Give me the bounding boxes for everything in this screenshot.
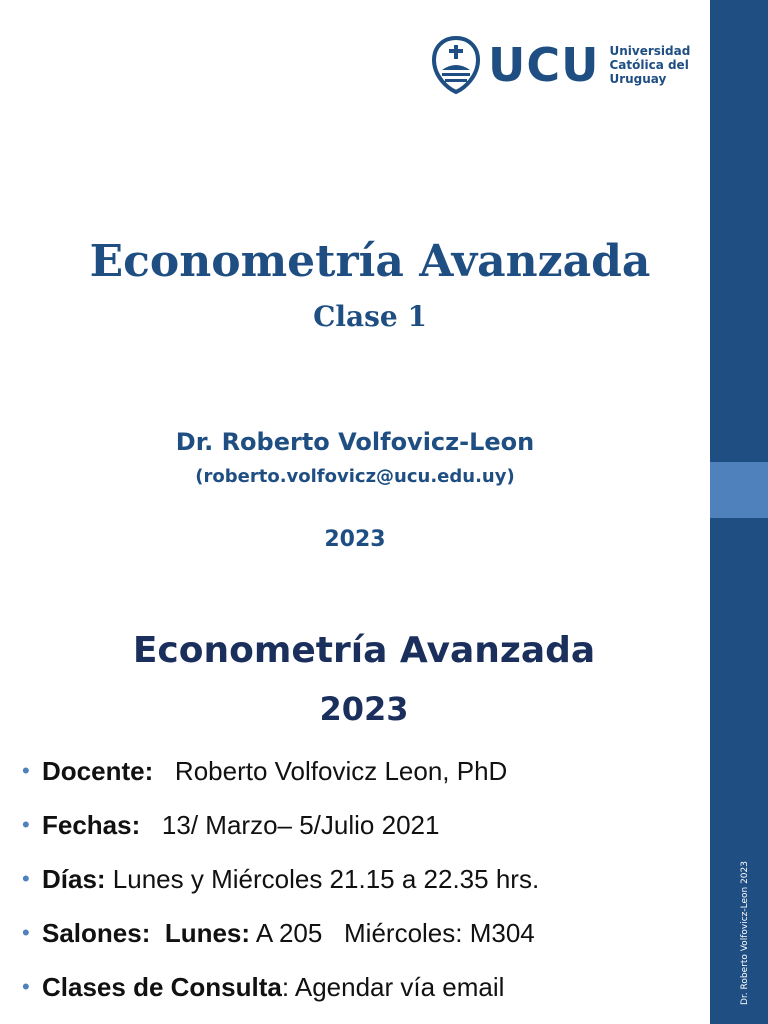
- logo-name-line: Universidad: [609, 44, 691, 58]
- logo-name-line: Uruguay: [609, 72, 667, 86]
- item-value: : Agendar vía email: [281, 971, 505, 1002]
- list-item: [22, 798, 702, 852]
- item-label: Docente:: [42, 755, 154, 786]
- side-footer-text: Dr. Roberto Volfovicz-Leon 2023: [740, 861, 750, 1005]
- side-bar: [710, 0, 768, 1024]
- list-item: [22, 744, 702, 798]
- list-item: [22, 960, 702, 1014]
- ucu-logo: [432, 36, 690, 94]
- bullet-icon: •: [22, 920, 30, 945]
- bullet-icon: •: [22, 758, 30, 783]
- item-label: Días:: [42, 863, 106, 894]
- info-slide-title: Econometría Avanzada: [132, 630, 596, 671]
- logo-university-name: [609, 44, 690, 86]
- author-name: Dr. Roberto Volfovicz-Leon: [175, 428, 535, 456]
- item-value: Roberto Volfovicz Leon, PhD: [153, 755, 508, 786]
- course-year: 2023: [324, 527, 386, 552]
- class-subtitle: Clase 1: [313, 300, 427, 333]
- ucu-shield-icon: [432, 36, 480, 94]
- logo-acronym: UCU: [488, 38, 600, 92]
- item-value: Lunes y Miércoles 21.15 a 22.35 hrs.: [105, 863, 540, 894]
- course-info-list: [22, 744, 702, 1014]
- list-item: [22, 906, 702, 960]
- item-label: Clases de Consulta: [42, 971, 282, 1002]
- author-email: (roberto.volfovicz@ucu.edu.uy): [195, 466, 515, 487]
- item-label: Fechas:: [42, 809, 141, 840]
- list-item: [22, 852, 702, 906]
- logo-name-line: Católica del: [609, 58, 689, 72]
- course-title: Econometría Avanzada: [89, 236, 651, 287]
- item-value: A 205 Miércoles: M304: [250, 917, 535, 948]
- item-value: 13/ Marzo– 5/Julio 2021: [140, 809, 440, 840]
- item-label: Salones: Lunes:: [42, 917, 251, 948]
- bullet-icon: •: [22, 974, 30, 999]
- info-slide-year: 2023: [319, 690, 409, 728]
- bullet-icon: •: [22, 866, 30, 891]
- side-accent-block: [710, 462, 768, 518]
- bullet-icon: •: [22, 812, 30, 837]
